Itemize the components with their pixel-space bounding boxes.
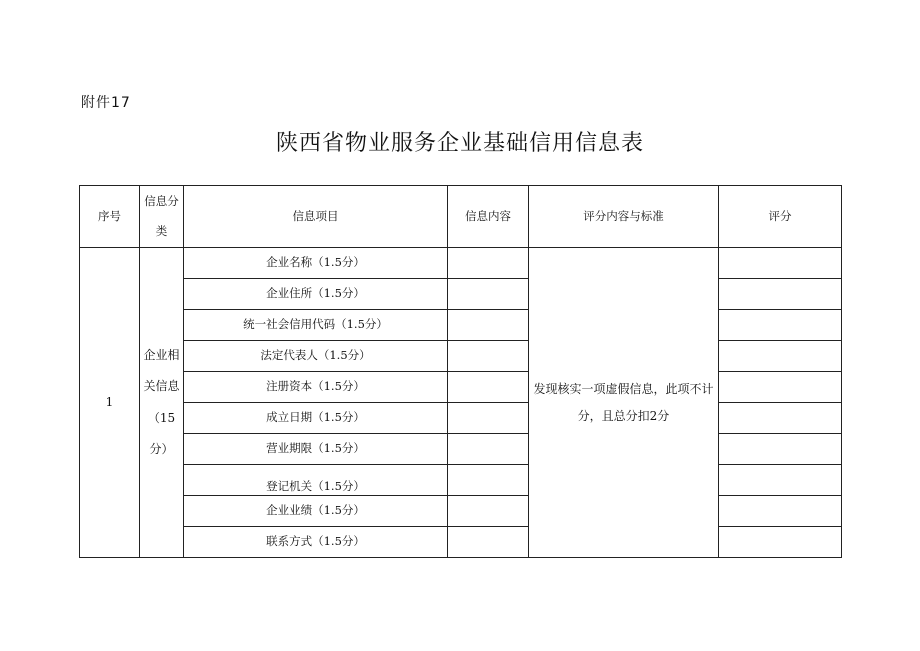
- content-cell[interactable]: [448, 496, 529, 527]
- table-row: [80, 527, 842, 558]
- score-cell[interactable]: [719, 465, 842, 496]
- content-cell[interactable]: [448, 403, 529, 434]
- header-item: 信息项目: [184, 186, 448, 248]
- attachment-label: 附件17: [81, 95, 131, 111]
- score-cell[interactable]: [719, 403, 842, 434]
- item-cell: 企业名称（1.5分）: [184, 248, 448, 279]
- row-number: 1: [80, 248, 140, 558]
- header-category: 信息分类: [140, 186, 184, 248]
- document-title: 陕西省物业服务企业基础信用信息表: [275, 131, 644, 156]
- item-cell: 联系方式（1.5分）: [184, 527, 448, 558]
- item-cell: 营业期限（1.5分）: [184, 434, 448, 465]
- table-row: [80, 465, 842, 496]
- item-cell: 统一社会信用代码（1.5分）: [184, 310, 448, 341]
- score-cell[interactable]: [719, 434, 842, 465]
- table-header-row: [80, 186, 842, 248]
- item-cell: 法定代表人（1.5分）: [184, 341, 448, 372]
- item-cell: 登记机关（1.5分）: [184, 465, 448, 496]
- table-row: [80, 310, 842, 341]
- header-content: 信息内容: [448, 186, 529, 248]
- content-cell[interactable]: [448, 248, 529, 279]
- item-cell: 企业住所（1.5分）: [184, 279, 448, 310]
- score-cell[interactable]: [719, 527, 842, 558]
- score-cell[interactable]: [719, 248, 842, 279]
- content-cell[interactable]: [448, 465, 529, 496]
- content-cell[interactable]: [448, 279, 529, 310]
- item-cell: 企业业绩（1.5分）: [184, 496, 448, 527]
- content-cell[interactable]: [448, 527, 529, 558]
- header-seq: 序号: [80, 186, 140, 248]
- category-cell: 企业相关信息（15分）: [140, 248, 184, 558]
- item-cell: 成立日期（1.5分）: [184, 403, 448, 434]
- table-row: [80, 248, 842, 279]
- content-cell[interactable]: [448, 372, 529, 403]
- table-row: [80, 341, 842, 372]
- content-cell[interactable]: [448, 434, 529, 465]
- credit-info-table: [79, 185, 842, 558]
- table-row: [80, 403, 842, 434]
- header-criteria: 评分内容与标准: [529, 186, 719, 248]
- table-row: [80, 279, 842, 310]
- content-cell[interactable]: [448, 310, 529, 341]
- table-row: [80, 496, 842, 527]
- score-cell[interactable]: [719, 310, 842, 341]
- table-row: [80, 434, 842, 465]
- item-cell: 注册资本（1.5分）: [184, 372, 448, 403]
- table-row: [80, 372, 842, 403]
- content-cell[interactable]: [448, 341, 529, 372]
- criteria-cell: 发现核实一项虚假信息，此项不计分，且总分扣2分: [529, 248, 719, 558]
- header-score: 评分: [719, 186, 842, 248]
- score-cell[interactable]: [719, 496, 842, 527]
- score-cell[interactable]: [719, 279, 842, 310]
- score-cell[interactable]: [719, 341, 842, 372]
- score-cell[interactable]: [719, 372, 842, 403]
